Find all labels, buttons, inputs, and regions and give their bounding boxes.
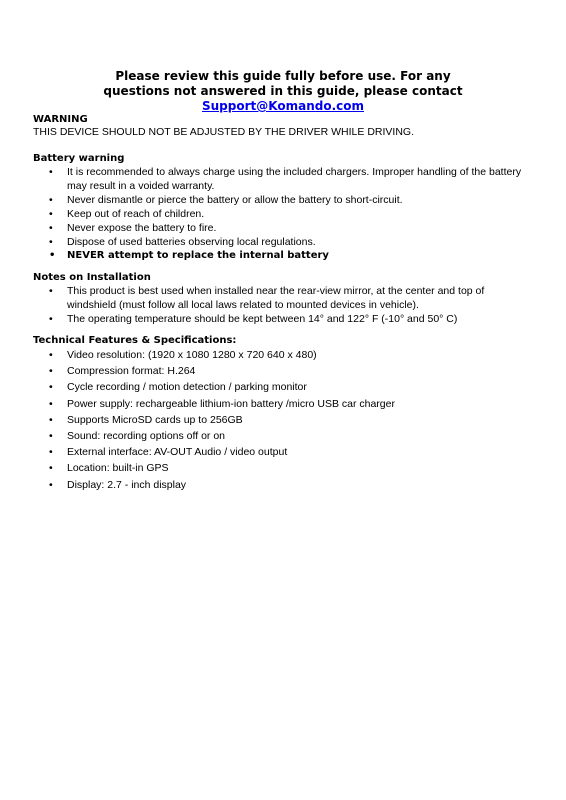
list-item: • NEVER attempt to replace the internal battery bbox=[49, 250, 329, 261]
installation-notes-title: Notes on Installation bbox=[33, 272, 151, 283]
list-item: • Never expose the battery to fire. bbox=[49, 222, 217, 234]
intro-line-2: questions not answered in this guide, please contact bbox=[103, 84, 463, 98]
bullet-icon: • bbox=[49, 208, 53, 220]
bullet-icon: • bbox=[49, 381, 53, 394]
bullet-icon: • bbox=[49, 478, 53, 491]
bullet-icon: • bbox=[49, 166, 53, 178]
list-item: • Supports MicroSD cards up to 256GB bbox=[33, 412, 523, 428]
bullet-icon: • bbox=[49, 222, 53, 234]
bullet-icon: • bbox=[49, 236, 53, 248]
bullet-icon: • bbox=[49, 462, 53, 475]
list-item: • Power supply: rechargeable lithium-ion battery /micro USB car charger bbox=[33, 396, 523, 412]
specs-title: Technical Features & Specifications: bbox=[33, 335, 237, 346]
list-item: • Never dismantle or pierce the battery or allow the battery to short-circuit. bbox=[49, 194, 403, 206]
specs-list bbox=[33, 347, 523, 493]
list-item: • External interface: AV-OUT Audio / video output bbox=[33, 444, 523, 460]
list-item: • Sound: recording options off or on bbox=[33, 428, 523, 444]
installation-notes-list bbox=[33, 284, 523, 326]
list-item: • This product is best used when installed near the rear-view mirror, at the center and top of windshield (must follow all local laws related to mounted devices in vehicle). bbox=[49, 285, 485, 311]
list-item: • Cycle recording / motion detection / parking monitor bbox=[33, 379, 523, 395]
bullet-icon: • bbox=[49, 365, 53, 378]
list-item: • The operating temperature should be kept between 14° and 122° F (-10° and 50° C) bbox=[49, 313, 458, 325]
bullet-icon: • bbox=[49, 250, 56, 261]
bullet-icon: • bbox=[49, 285, 53, 297]
support-email-link[interactable]: Support@Komando.com bbox=[202, 99, 364, 113]
bullet-icon: • bbox=[49, 397, 53, 410]
list-item: • Location: built-in GPS bbox=[33, 460, 523, 476]
intro-notice bbox=[0, 69, 566, 114]
bullet-icon: • bbox=[49, 349, 53, 361]
warning-title: WARNING bbox=[33, 114, 88, 125]
warning-text: THIS DEVICE SHOULD NOT BE ADJUSTED BY THE DRIVER WHILE DRIVING. bbox=[33, 126, 414, 138]
document-body bbox=[33, 113, 523, 493]
bullet-icon: • bbox=[49, 313, 53, 325]
list-item: • Dispose of used batteries observing local regulations. bbox=[49, 236, 316, 248]
bullet-icon: • bbox=[49, 430, 53, 443]
intro-line-1: Please review this guide fully before use. For any bbox=[115, 69, 451, 83]
bullet-icon: • bbox=[49, 194, 53, 206]
battery-warning-list bbox=[33, 165, 523, 263]
list-item: • Video resolution: (1920 x 1080 1280 x 720 640 x 480) bbox=[33, 347, 523, 363]
bullet-icon: • bbox=[49, 413, 53, 426]
list-item: • Display: 2.7 - inch display bbox=[33, 477, 523, 493]
list-item: • Compression format: H.264 bbox=[33, 363, 523, 379]
battery-warning-title: Battery warning bbox=[33, 153, 125, 164]
list-item: • Keep out of reach of children. bbox=[49, 208, 205, 220]
list-item: • It is recommended to always charge using the included chargers. Improper handling of the battery may result in a voided warranty. bbox=[49, 166, 522, 192]
bullet-icon: • bbox=[49, 446, 53, 459]
